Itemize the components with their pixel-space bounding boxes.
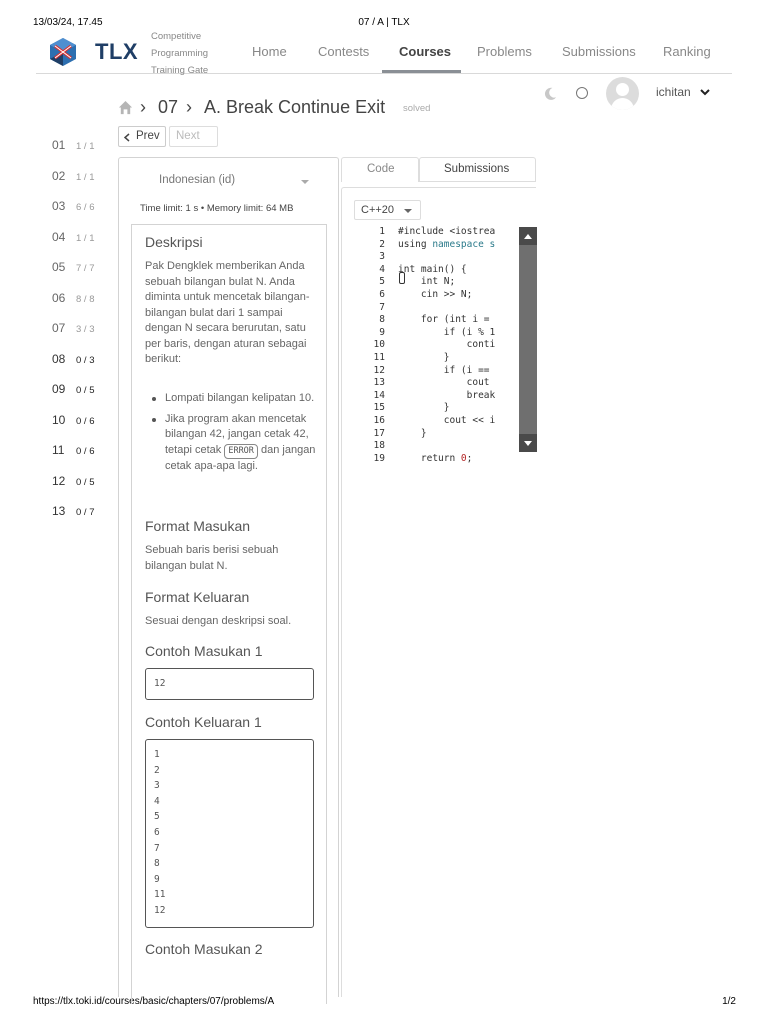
brand-subtitle-line: Competitive	[151, 31, 202, 42]
chapter-item[interactable]	[52, 199, 112, 219]
line-number: 2	[379, 238, 385, 250]
chapter-item[interactable]	[52, 230, 112, 250]
line-number: 9	[379, 326, 385, 338]
sample-input-1[interactable]	[145, 668, 314, 700]
chevron-down-icon[interactable]	[700, 88, 710, 96]
rules-list	[145, 391, 320, 479]
caret-down-icon	[301, 180, 309, 184]
chapter-number: 11	[52, 443, 65, 457]
editor-panel	[341, 157, 536, 997]
chapter-item[interactable]	[52, 291, 112, 311]
code-line: int N;	[398, 276, 456, 288]
line-number: 14	[373, 389, 385, 401]
chapter-number: 05	[52, 260, 66, 274]
chapter-item[interactable]	[52, 413, 112, 433]
sample-line: 7	[154, 843, 160, 854]
line-number: 4	[379, 263, 385, 275]
nav-problems[interactable]: Problems	[477, 44, 532, 59]
tab-label: Code	[367, 163, 395, 175]
chapter-progress: 8 / 8	[76, 294, 95, 305]
username[interactable]: ichitan	[656, 85, 691, 99]
description-heading: Deskripsi	[145, 234, 203, 250]
chevron-left-icon	[124, 133, 130, 142]
tab-label: Submissions	[444, 163, 510, 175]
top-navbar	[36, 32, 732, 74]
chapter-item[interactable]	[52, 169, 112, 189]
line-number: 17	[373, 427, 385, 439]
rule-text: dan jangan cetak apa-apa lagi.	[165, 443, 316, 472]
error-keyword: ERROR	[224, 444, 258, 459]
chapter-progress: 1 / 1	[76, 233, 95, 244]
code-line: }	[398, 402, 450, 414]
print-footer	[0, 996, 768, 1010]
avatar[interactable]	[606, 77, 639, 110]
editor-scrollbar[interactable]	[519, 227, 537, 452]
chapter-number: 03	[52, 199, 66, 213]
code-line: }	[398, 352, 450, 363]
line-number: 19	[373, 452, 385, 464]
chapter-progress: 0 / 6	[76, 446, 95, 457]
code-line: cout	[398, 377, 496, 389]
status-badge: solved	[403, 103, 431, 114]
home-icon[interactable]	[118, 100, 133, 115]
code-panel	[341, 187, 536, 997]
chapter-item[interactable]	[52, 352, 112, 372]
line-number: 5	[379, 276, 385, 288]
nav-active-indicator	[382, 70, 461, 73]
chapter-item[interactable]	[52, 260, 112, 280]
chevron-right-icon: ›	[186, 97, 192, 117]
page-title: A. Break Continue Exit	[204, 97, 386, 117]
line-number: 12	[373, 364, 385, 376]
output-format-text: Sesuai dengan deskripsi soal.	[145, 615, 292, 627]
sample-output-1-heading: Contoh Keluaran 1	[145, 714, 262, 730]
chapter-item[interactable]	[52, 474, 112, 494]
arrow-up-icon	[524, 234, 532, 239]
sample-line: 4	[154, 796, 160, 807]
statement-language-value: Indonesian (id)	[159, 174, 236, 186]
print-page-number: 1/2	[722, 996, 736, 1007]
chapter-number: 13	[52, 504, 66, 518]
chapter-progress: 1 / 1	[76, 172, 95, 183]
line-number: 16	[373, 415, 385, 426]
caret-down-icon	[404, 209, 412, 213]
print-title: 07 / A | TLX	[358, 17, 410, 28]
brand-name[interactable]: TLX	[95, 39, 139, 64]
sample-line: 5	[154, 811, 160, 822]
chapter-number: 07	[52, 321, 66, 335]
sample-line: 9	[154, 874, 160, 885]
rule-item	[145, 412, 320, 475]
chapter-number: 04	[52, 230, 66, 244]
code-line: int main() {	[398, 263, 467, 275]
scroll-down-button[interactable]	[519, 434, 537, 452]
line-number: 8	[379, 314, 385, 326]
prev-button[interactable]	[118, 126, 166, 147]
code-line: }	[398, 427, 427, 439]
sample-line: 1	[154, 749, 160, 760]
print-header	[0, 17, 768, 31]
problem-statement	[131, 224, 327, 1004]
description-text: Pak Dengklek memberikan Anda sebuah bilangan bulat N. Anda diminta untuk mencetak bilangan-bilangan bulat dari 1 sampai dengan N secara berurutan, satu per baris, dengan aturan sebagai berikut:	[145, 260, 310, 365]
line-number: 1	[379, 226, 385, 237]
chapter-item[interactable]	[52, 138, 112, 158]
nav-ranking[interactable]: Ranking	[663, 44, 711, 59]
rule-item	[145, 391, 320, 407]
chapter-item[interactable]	[52, 382, 112, 402]
chapter-number: 06	[52, 291, 66, 305]
sample-line: 12	[154, 905, 166, 916]
code-line: conti	[398, 339, 496, 351]
print-timestamp: 13/03/24, 17.45	[33, 17, 103, 28]
input-format-text: Sebuah baris berisi sebuah bilangan bulat N.	[145, 544, 279, 572]
chapter-progress: 6 / 6	[76, 202, 95, 213]
brand-subtitle-line: Programming	[151, 48, 209, 59]
bracket-match-highlight	[399, 272, 405, 284]
line-number: 6	[379, 289, 385, 300]
tab-submissions[interactable]	[419, 157, 536, 182]
editor-tabs	[341, 157, 536, 182]
chapter-number: 09	[52, 382, 66, 396]
chapter-progress: 0 / 6	[76, 416, 95, 427]
chapter-progress: 3 / 3	[76, 324, 95, 335]
code-line: for (int i =	[398, 314, 496, 326]
sample-line: 3	[154, 780, 160, 791]
chapter-number: 08	[52, 352, 66, 366]
code-line: #include <iostrea	[398, 226, 496, 237]
sample-output-1[interactable]	[145, 739, 314, 928]
tab-code[interactable]	[341, 157, 419, 182]
next-label: Next	[176, 130, 200, 142]
line-number: 15	[373, 402, 385, 414]
sample-input-2-heading: Contoh Masukan 2	[145, 941, 263, 957]
line-number: 11	[373, 352, 385, 363]
chapter-progress: 0 / 3	[76, 355, 95, 366]
line-number: 10	[373, 339, 385, 351]
nav-submissions[interactable]: Submissions	[562, 44, 636, 59]
line-number: 18	[373, 440, 385, 452]
chapter-number: 10	[52, 413, 66, 427]
chapter-number: 02	[52, 169, 66, 183]
user-toolbar	[540, 76, 730, 110]
line-number: 3	[379, 251, 385, 263]
line-number: 13	[373, 377, 385, 389]
code-line: cout << i	[398, 415, 496, 426]
tlx-logo-icon[interactable]	[48, 37, 78, 67]
chapter-progress: 7 / 7	[76, 263, 95, 274]
chapter-progress: 0 / 5	[76, 385, 95, 396]
code-editor[interactable]	[355, 226, 537, 476]
sample-line: 2	[154, 765, 160, 776]
nav-home[interactable]: Home	[252, 44, 287, 59]
code-line: if (i % 1	[398, 326, 496, 338]
rule-text: Lompati bilangan kelipatan 10.	[165, 392, 315, 404]
brand-subtitle	[151, 28, 241, 79]
code-line: break	[398, 389, 496, 401]
chapter-item[interactable]	[52, 504, 112, 524]
code-line: return 0;	[398, 452, 473, 464]
circle-icon[interactable]	[576, 87, 588, 99]
statement-language-select[interactable]	[135, 170, 321, 192]
moon-icon[interactable]	[543, 86, 558, 101]
arrow-down-icon	[524, 441, 532, 446]
chapter-progress: 1 / 1	[76, 141, 95, 152]
code-language-select[interactable]	[354, 200, 421, 220]
next-button[interactable]	[169, 126, 218, 147]
chapter-number: 12	[52, 474, 66, 488]
code-line: cin >> N;	[398, 289, 473, 300]
line-number: 7	[379, 301, 385, 313]
chevron-right-icon: ›	[140, 97, 146, 117]
sample-line: 6	[154, 827, 160, 838]
nav-courses[interactable]: Courses	[399, 44, 452, 59]
chapter-progress: 0 / 5	[76, 477, 95, 488]
code-language-value: C++20	[361, 204, 395, 216]
chapter-number: 01	[52, 138, 66, 152]
sample-line: 8	[154, 858, 160, 869]
problem-limits: Time limit: 1 s • Memory limit: 64 MB	[140, 203, 294, 214]
nav-contests[interactable]: Contests	[318, 44, 370, 59]
scroll-up-button[interactable]	[519, 227, 537, 245]
code-line: if (i ==	[398, 364, 496, 376]
chapter-progress: 0 / 7	[76, 507, 95, 518]
breadcrumb-chapter[interactable]: 07	[158, 97, 179, 117]
sample-line: 12	[154, 678, 166, 689]
input-format-heading: Format Masukan	[145, 518, 251, 534]
problem-panel	[118, 157, 339, 997]
sample-input-1-heading: Contoh Masukan 1	[145, 643, 263, 659]
output-format-heading: Format Keluaran	[145, 589, 250, 605]
print-url: https://tlx.toki.id/courses/basic/chapters/07/problems/A	[33, 996, 275, 1007]
sample-line: 11	[154, 889, 166, 900]
prev-label: Prev	[136, 130, 160, 142]
brand-subtitle-line: Training Gate	[151, 65, 209, 76]
code-line: using namespace s	[398, 238, 496, 250]
rule-text: Jika program akan mencetak bilangan 42, jangan cetak 42, tetapi cetak	[165, 412, 309, 456]
chapter-item[interactable]	[52, 321, 112, 341]
chapter-item[interactable]	[52, 443, 112, 463]
